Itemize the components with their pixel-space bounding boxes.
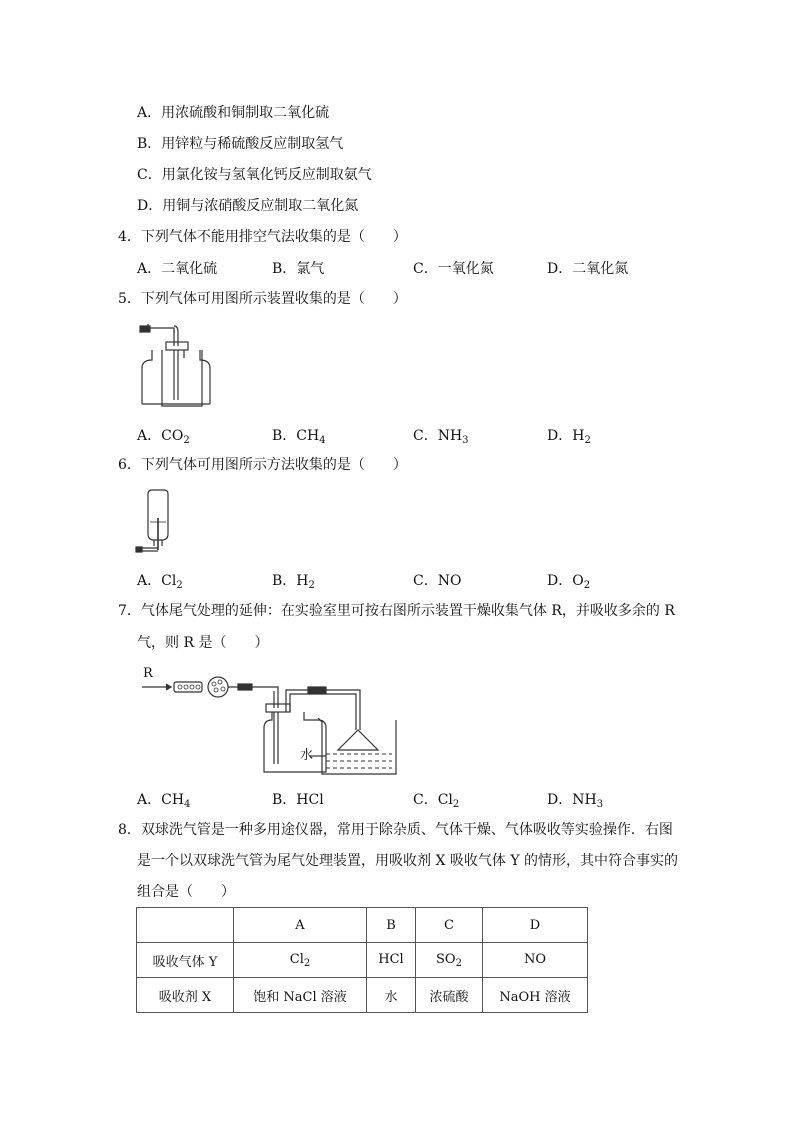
q7-figure-label-water: 水 [300,748,314,763]
table-cell: NaOH 溶液 [483,978,588,1013]
row-label-x: 吸收剂 X [137,978,234,1013]
q6-stem: 6．下列气体可用图所示方法收集的是（ ） [118,457,407,473]
q8-stem-line3: 组合是（ ） [137,884,235,900]
table-cell: 水 [367,978,416,1013]
table-cell: $SO_2$ [416,943,483,978]
q6-option-b: B．$H_2$ [272,573,315,591]
q7-option-d: D．$NH_3$ [547,792,604,810]
q5-option-a: A．$CO_2$ [137,428,190,446]
q3-option-d: D．用铜与浓硝酸反应制取二氧化氮 [137,198,359,214]
q5-option-c: C．$NH_3$ [413,428,469,446]
q7-apparatus-figure [140,660,400,780]
q6-inverted-bottle-figure [136,488,176,558]
q5-stem: 5．下列气体可用图所示装置收集的是（ ） [118,291,407,307]
table-header-cell: D [483,908,588,943]
q8-table [136,907,588,1013]
q7-stem-line1: 7．气体尾气处理的延伸：在实验室里可按右图所示装置干燥收集气体 R，并吸收多余的 R [118,603,675,619]
q8-stem-line2: 是一个以双球洗气管为尾气处理装置，用吸收剂 X 吸收气体 Y 的情形，其中符合事实的 [137,853,679,869]
table-cell: $Cl_2$ [234,943,367,978]
q3-option-c: C．用氯化铵与氢氧化钙反应制取氨气 [137,167,372,183]
q5-gas-bottle-figure [130,320,210,410]
q4-option-a: A．二氧化硫 [137,261,218,277]
q6-option-c: C．NO [413,573,462,589]
q4-stem: 4．下列气体不能用排空气法收集的是（ ） [118,229,407,245]
q7-option-c: C．$Cl_2$ [413,792,460,810]
q6-option-d: D．$O_2$ [547,573,591,591]
q4-option-b: B．氯气 [272,261,325,277]
q7-option-b: B．HCl [272,792,324,808]
q7-figure-label-r: R [143,666,153,681]
q4-option-d: D．二氧化氮 [547,261,629,277]
q4-option-c: C．一氧化氮 [413,261,494,277]
table-header-cell: A [234,908,367,943]
q7-option-a: A．$CH_4$ [137,792,191,810]
q3-option-b: B．用锌粒与稀硫酸反应制取氢气 [137,136,344,152]
table-header-cell [137,908,234,943]
q3-option-a: A．用浓硫酸和铜制取二氧化硫 [137,105,330,121]
table-row [137,943,588,978]
table-cell: NO [483,943,588,978]
table-header-row [137,908,588,943]
table-cell: 饱和 NaCl 溶液 [234,978,367,1013]
row-label-y: 吸收气体 Y [137,943,234,978]
q7-stem-line2: 气，则 R 是（ ） [137,635,269,651]
q6-option-a: A．$Cl_2$ [137,573,183,591]
table-cell: HCl [367,943,416,978]
q8-stem-line1: 8．双球洗气管是一种多用途仪器，常用于除杂质、气体干燥、气体吸收等实验操作．右图 [118,822,673,838]
table-header-cell: C [416,908,483,943]
table-cell: 浓硫酸 [416,978,483,1013]
q5-option-d: D．$H_2$ [547,428,591,446]
table-row [137,978,588,1013]
table-header-cell: B [367,908,416,943]
q5-option-b: B．$CH_4$ [272,428,326,446]
